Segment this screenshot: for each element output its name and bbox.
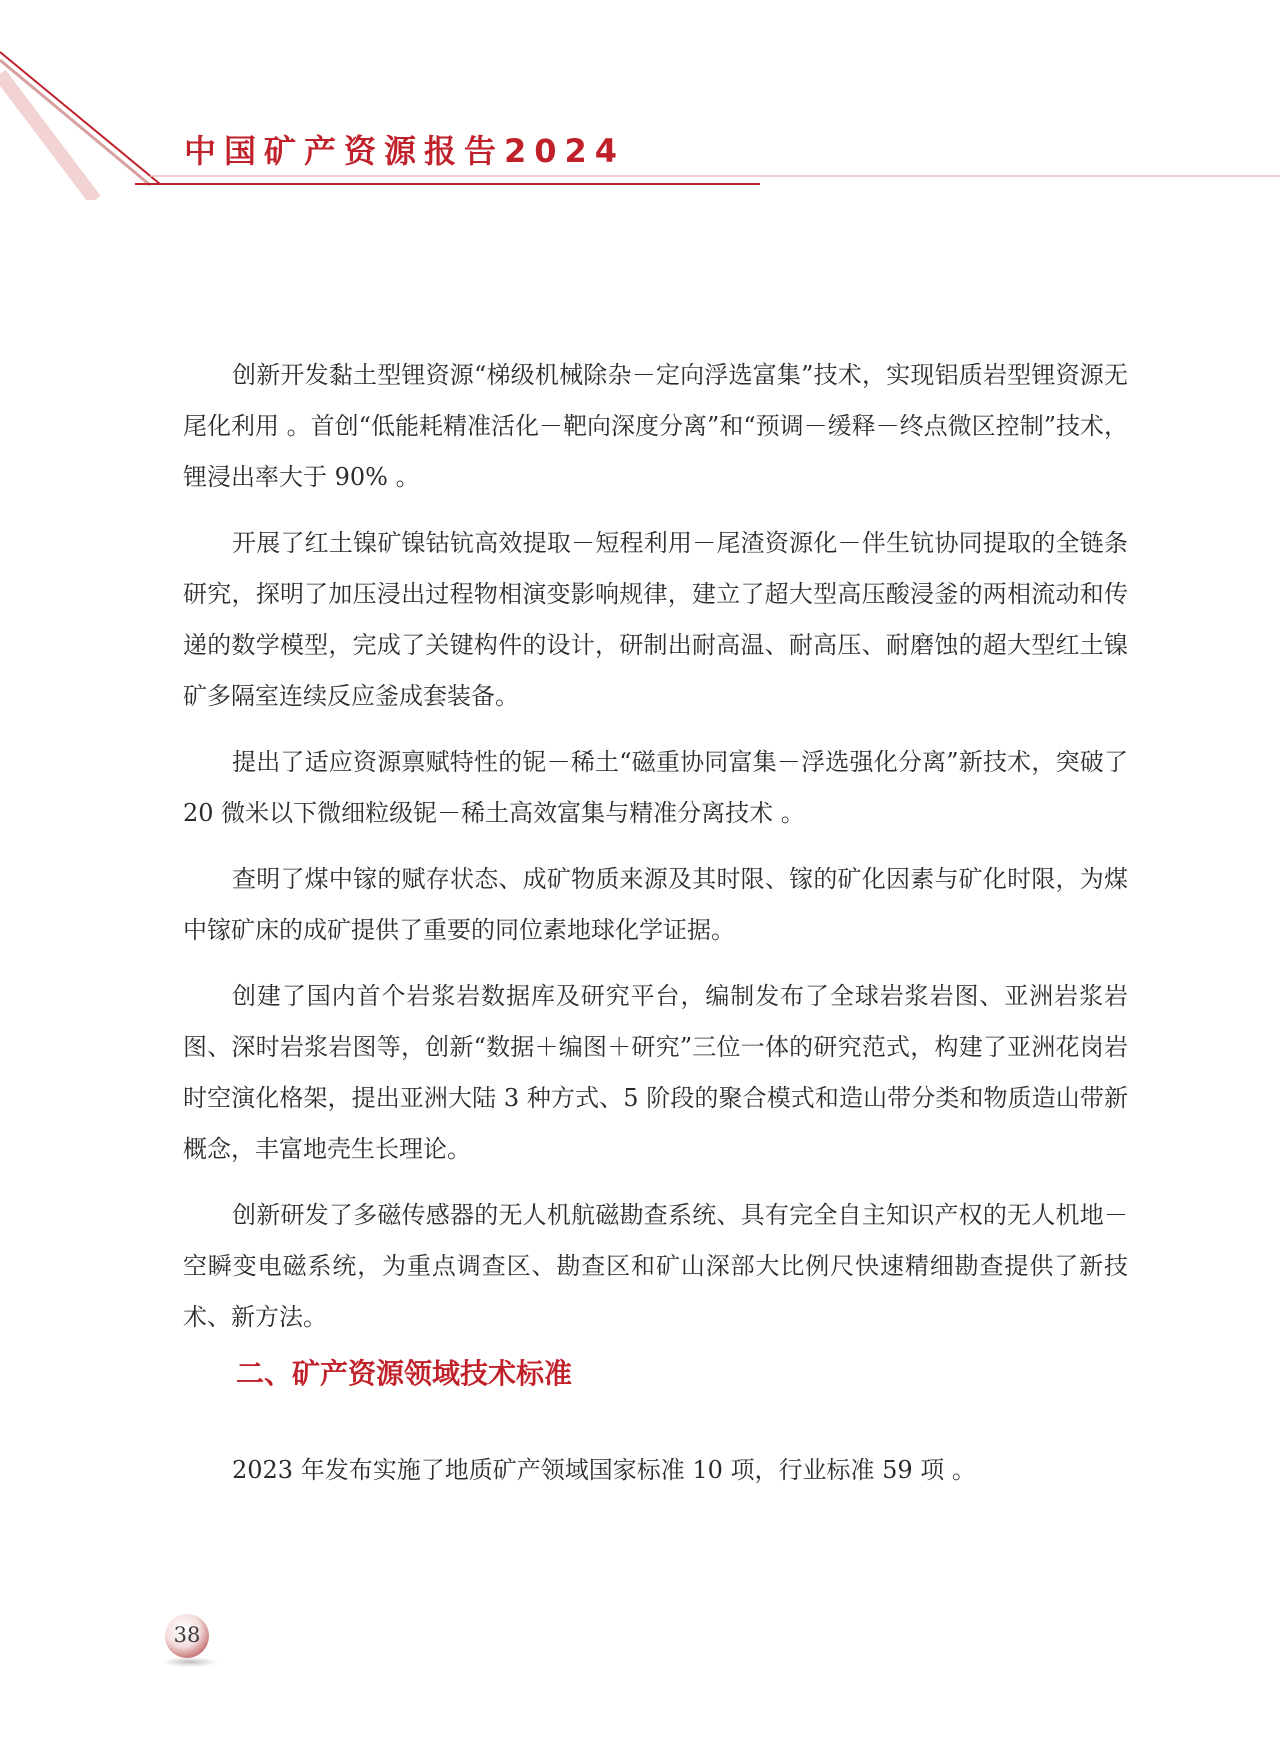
page-number: 38 xyxy=(173,1623,201,1647)
paragraph: 创建了国内首个岩浆岩数据库及研究平台，编制发布了全球岩浆岩图、亚洲岩浆岩图、深时岩浆岩图等，创新“数据＋编图＋研究”三位一体的研究范式，构建了亚洲花岗岩时空演化格架，提出亚洲大陆 3 种方式、5 阶段的聚合模式和造山带分类和物质造山带新概念，丰富地壳生长理论。 xyxy=(183,982,1128,1163)
paragraph: 开展了红土镍矿镍钴钪高效提取－短程利用－尾渣资源化－伴生钪协同提取的全链条研究，探明了加压浸出过程物相演变影响规律，建立了超大型高压酸浸釜的两相流动和传递的数学模型，完成了关键构件的设计，研制出耐高温、耐高压、耐磨蚀的超大型红土镍矿多隔室连续反应釜成套装备。 xyxy=(183,529,1128,710)
section-heading: 二、矿产资源领域技术标准 xyxy=(236,1357,573,1390)
body-text xyxy=(183,350,1128,1358)
report-title: 中国矿产资源报告2024 xyxy=(184,132,626,170)
paragraph: 查明了煤中镓的赋存状态、成矿物质来源及其时限、镓的矿化因素与矿化时限，为煤中镓矿床的成矿提供了重要的同位素地球化学证据。 xyxy=(183,865,1128,944)
paragraph: 创新开发黏土型锂资源“梯级机械除杂－定向浮选富集”技术，实现铝质岩型锂资源无尾化利用 。首创“低能耗精准活化－靶向深度分离”和“预调－缓释－终点微区控制”技术，锂浸出率大于 90% 。 xyxy=(183,361,1128,491)
page-number-badge xyxy=(160,1610,222,1670)
paragraph: 创新研发了多磁传感器的无人机航磁勘查系统、具有完全自主知识产权的无人机地－空瞬变电磁系统，为重点调查区、勘查区和矿山深部大比例尺快速精细勘查提供了新技术、新方法。 xyxy=(183,1201,1128,1331)
section-paragraph: 2023 年发布实施了地质矿产领域国家标准 10 项，行业标准 59 项 。 xyxy=(232,1456,976,1484)
paragraph: 提出了适应资源禀赋特性的铌－稀土“磁重协同富集－浮选强化分离”新技术，突破了 20 微米以下微细粒级铌－稀土高效富集与精准分离技术 。 xyxy=(183,748,1128,827)
